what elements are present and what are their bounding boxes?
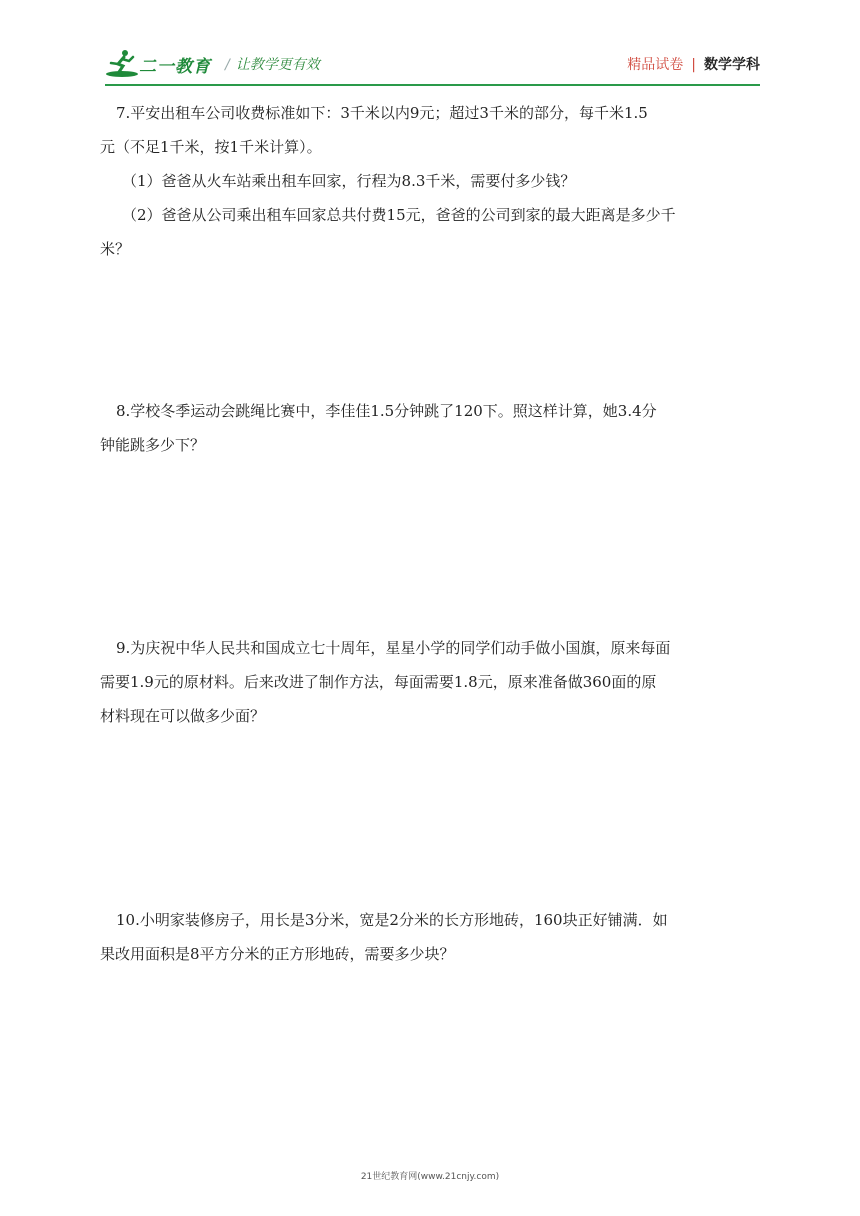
question-line: 材料现在可以做多少面？ — [100, 707, 266, 725]
header-right: 精品试卷 | 数学学科 — [627, 57, 760, 73]
logo-text: 二一教育 — [139, 57, 211, 77]
sub-question: （1）爸爸从火车站乘出租车回家，行程为8.3千米，需要付多少钱？ — [122, 172, 576, 190]
header-tag-premium: 精品试卷 — [627, 57, 684, 73]
sub-question: （2）爸爸从公司乘出租车回家总共付费15元，爸爸的公司到家的最大距离是多少千 — [122, 206, 676, 224]
question-line: 钟能跳多少下？ — [100, 436, 206, 454]
runner-logo-icon — [105, 48, 139, 78]
slogan-text: 让教学更有效 — [235, 57, 320, 73]
question-line: 果改用面积是8平方分米的正方形地砖，需要多少块？ — [100, 945, 455, 963]
header-tag-subject: 数学学科 — [704, 57, 760, 73]
question-8 — [100, 394, 762, 462]
question-9 — [100, 631, 762, 733]
question-line: 7.平安出租车公司收费标准如下：3千米以内9元；超过3千米的部分，每千米1.5 — [116, 104, 648, 122]
question-line: 元（不足1千米，按1千米计算）。 — [100, 138, 322, 156]
question-line: 9.为庆祝中华人民共和国成立七十周年，星星小学的同学们动手做小国旗，原来每面 — [116, 639, 671, 657]
sub-question: 米？ — [100, 240, 131, 258]
logo — [105, 48, 215, 78]
slogan: / 让教学更有效 — [225, 57, 320, 73]
question-10 — [100, 903, 762, 971]
question-7 — [100, 96, 762, 266]
page-footer: 21世纪教育网(www.21cnjy.com) — [360, 1172, 500, 1182]
question-line: 10.小明家装修房子，用长是3分米，宽是2分米的长方形地砖，160块正好铺满．如 — [116, 911, 668, 929]
question-line: 8.学校冬季运动会跳绳比赛中，李佳佳1.5分钟跳了120下。照这样计算，她3.4分 — [116, 402, 657, 420]
header-rule — [105, 84, 760, 86]
question-line: 需要1.9元的原材料。后来改进了制作方法，每面需要1.8元，原来准备做360面的原 — [100, 673, 657, 691]
page-header — [105, 46, 760, 82]
